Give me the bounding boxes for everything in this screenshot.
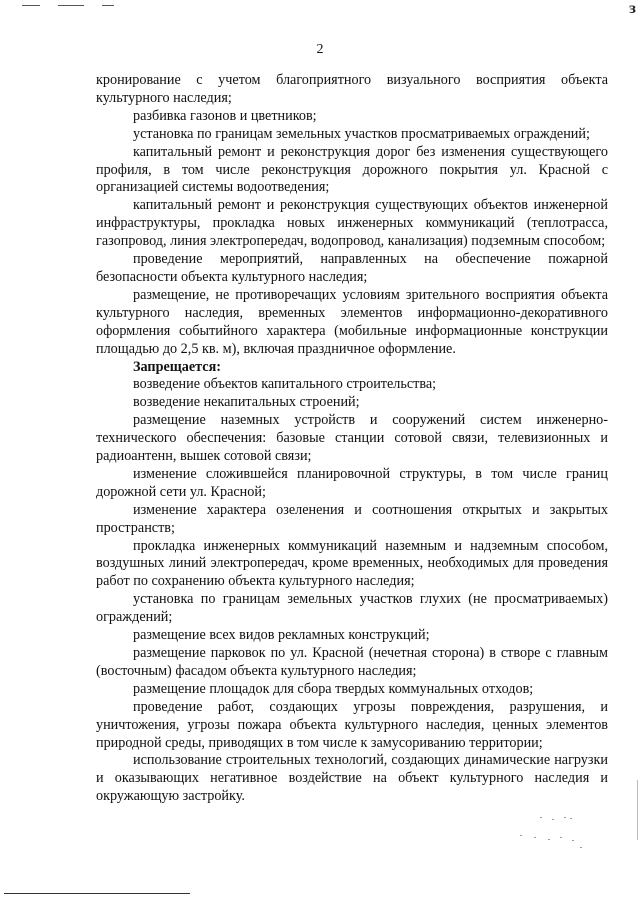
speck [564,817,566,818]
paragraph-14: прокладка инженерных коммуникаций наземным и надземным способом, воздушных линий электропередач, кроме временных, необходимых для проведения работ по сохранению объекта культурного наследия; [96,537,608,590]
speck [572,840,574,841]
corner-mark: ɜ [629,0,636,17]
speck [570,818,572,819]
footer-rule [4,893,190,894]
paragraph-10: возведение некапитальных строений; [133,394,360,411]
paragraph-6: проведение мероприятий, направленных на обеспечение пожарной безопасности объекта культурного наследия; [96,251,608,285]
paragraph-5: капитальный ремонт и реконструкция существующих объектов инженерной инфраструктуры, прокладка новых инженерных коммуникаций (теплотрасса, газопровод, линия электропередач, водопровод, канализация) подземным способом; [96,197,608,250]
speck [552,819,554,820]
paragraph-11: размещение наземных устройств и сооружений систем инженерно-технического обеспечения: базовые станции сотовой связи, телевизионных и радиоантенн, вышек сотовой связи; [96,412,608,465]
scan-line-top-3 [102,5,114,6]
paragraph-13: изменение характера озеленения и соотношения открытых и закрытых пространств; [96,501,608,536]
scan-line-top-1 [22,5,40,6]
paragraph-2: разбивка газонов и цветников; [133,107,317,124]
speck [580,847,582,848]
document-body [96,72,608,806]
paragraph-17: размещение парковок по ул. Красной (нечетная сторона) в створе с главным (восточным) фасадом объекта культурного наследия; [96,645,608,679]
prohibited-heading: Запрещается: [133,358,221,375]
page-number: 2 [316,42,324,57]
paragraph-15: установка по границам земельных участков глухих (не просматриваемых) ограждений; [96,591,608,626]
speck [540,817,542,818]
paragraph-19: проведение работ, создающих угрозы повреждения, разрушения, и уничтожения, угрозы пожара объекта культурного наследия, ценных элементов природной среды, приводящих в том числе к замусориванию территории; [96,698,608,751]
paragraph-16: размещение всех видов рекламных конструкций; [133,627,430,644]
paragraph-1: кронирование с учетом благоприятного визуального восприятия объекта культурного наследия; [96,72,608,106]
paragraph-7: размещение, не противоречащих условиям зрительного восприятия объекта культурного наследия, временных элементов информационно-декоративного оформления событийного характера (мобильные информационные конструкции площадью до 2,5 кв. м), включая праздничное оформление. [96,286,608,357]
speck [560,837,562,838]
paragraph-20: использование строительных технологий, создающих динамические нагрузки и оказывающих негативное воздействие на объект культурного наследия и окружающую застройку. [96,752,608,805]
paragraph-3: установка по границам земельных участков просматриваемых ограждений; [133,125,590,142]
scan-line-top-2 [58,5,84,6]
paragraph-9: возведение объектов капитального строительства; [133,376,437,393]
speck [520,835,522,836]
scan-specks [500,815,600,855]
paragraph-12: изменение сложившейся планировочной структуры, в том числе границ дорожной сети ул. Красной; [96,465,608,500]
paragraph-18: размещение площадок для сбора твердых коммунальных отходов; [133,680,534,697]
right-edge-shadow [637,780,638,840]
speck [548,839,550,840]
speck [534,837,536,838]
paragraph-4: капитальный ремонт и реконструкция дорог без изменения существующего профиля, в том числе реконструкция дорожного покрытия ул. Красной с организацией системы водоотведения; [96,143,608,196]
